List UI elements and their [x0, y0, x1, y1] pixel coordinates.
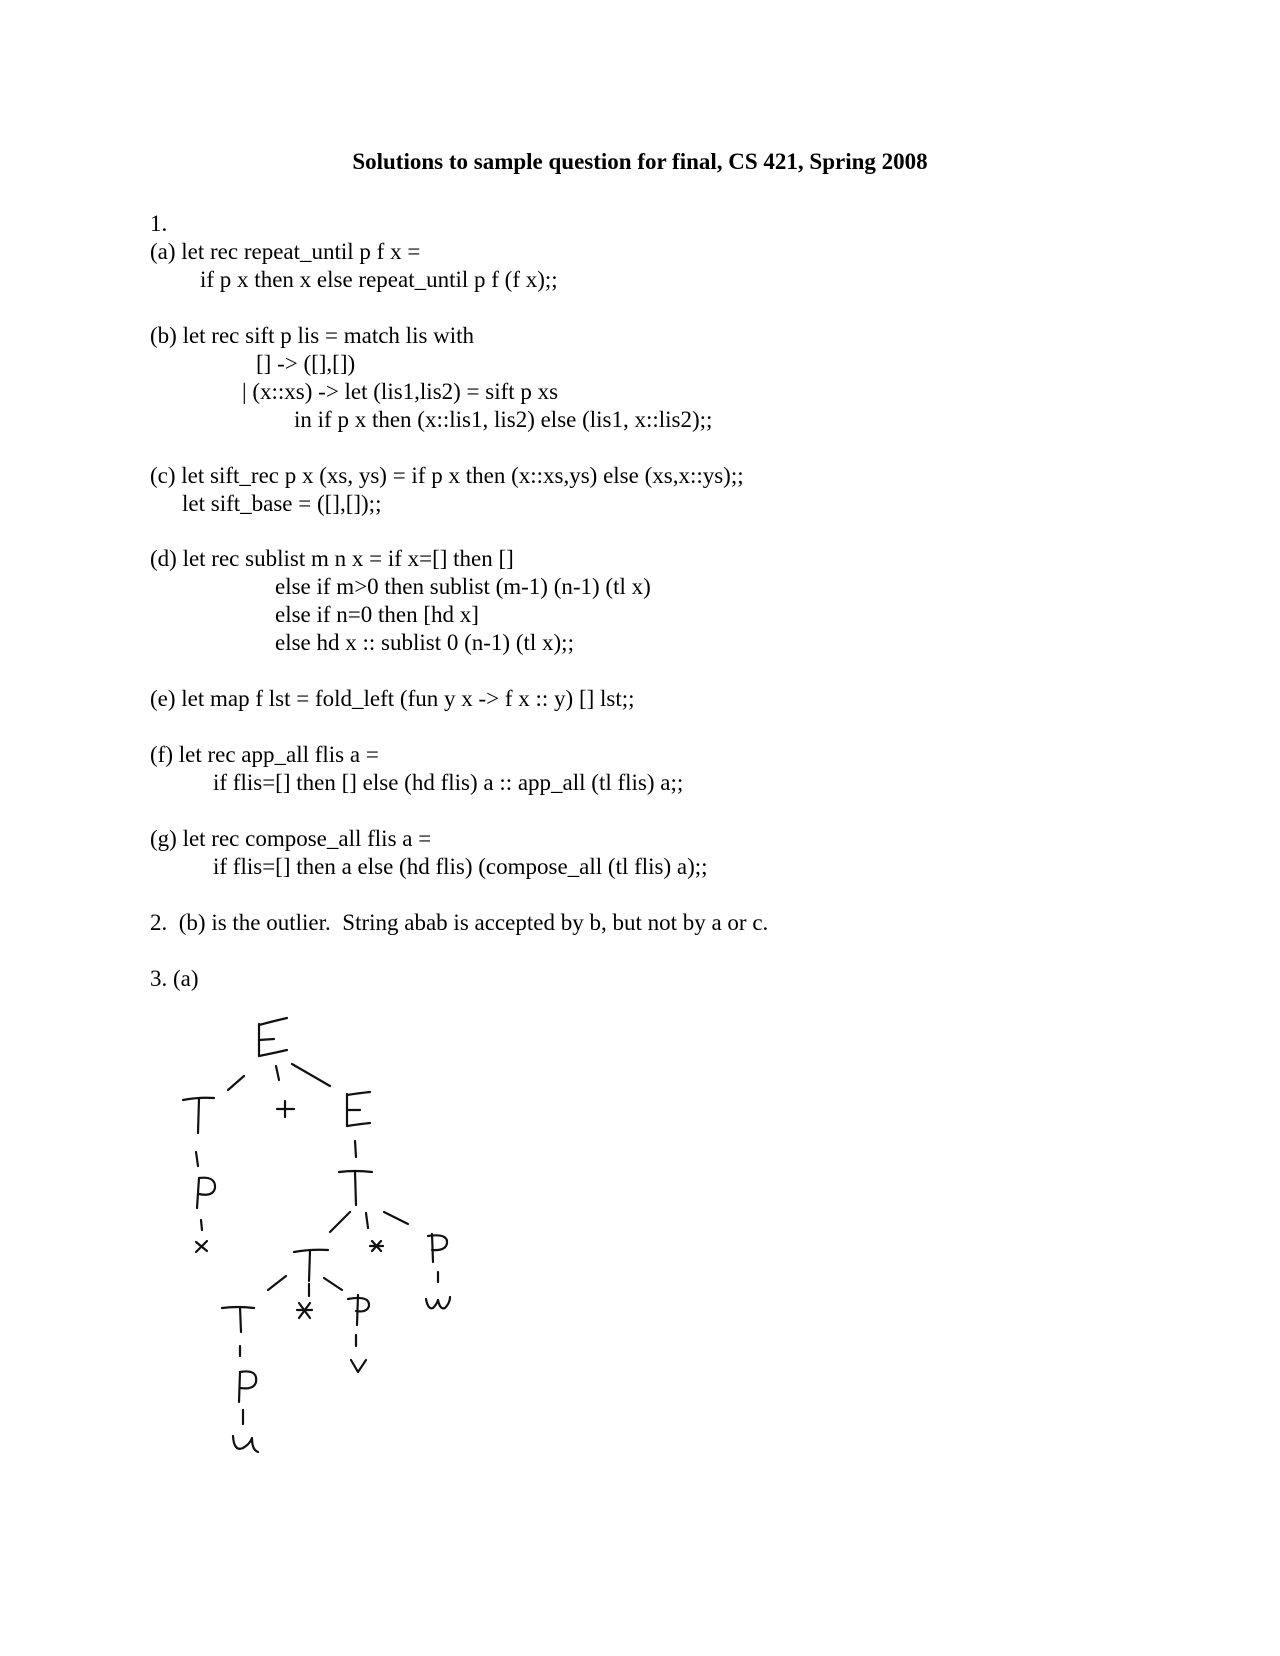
- answer-1a-line-1: (a) let rec repeat_until p f x =: [150, 239, 421, 264]
- tree-edge-e-to-t: [355, 1141, 356, 1157]
- tree-node-star-lower: [297, 1303, 312, 1318]
- answer-1a-line-2: if p x then x else repeat_until p f (f x);;: [200, 267, 558, 292]
- answer-1d-line-1: (d) let rec sublist m n x = if x=[] then []: [150, 546, 514, 571]
- tree-edge-t-mid-to-p: [324, 1278, 342, 1290]
- answer-1d-line-2: else if m>0 then sublist (m-1) (n-1) (tl x): [275, 574, 651, 599]
- answer-1g-line-2: if flis=[] then a else (hd flis) (compose_all (tl flis) a);;: [213, 854, 708, 879]
- tree-node-t-mid: [294, 1250, 328, 1281]
- tree-node-root-e: [259, 1018, 287, 1056]
- tree-edge-root-to-plus: [276, 1066, 279, 1080]
- tree-edge-t-upper-to-p: [384, 1212, 408, 1224]
- answer-1g-line-1: (g) let rec compose_all flis a =: [150, 826, 432, 851]
- tree-edge-t-upper-to-t-mid: [330, 1212, 350, 1232]
- tree-edge-p-to-x: [201, 1220, 202, 1230]
- tree-node-plus: [277, 1101, 294, 1117]
- tree-edge-root-to-t: [228, 1076, 244, 1090]
- answer-1b-line-1: (b) let rec sift p lis = match lis with: [150, 323, 475, 348]
- answer-2: 2. (b) is the outlier. String abab is accepted by b, but not by a or c.: [150, 910, 769, 935]
- question-1-number: 1.: [150, 211, 168, 236]
- tree-node-star-upper: [370, 1241, 383, 1251]
- tree-node-t-upper: [339, 1171, 372, 1205]
- answer-1c-line-1: (c) let sift_rec p x (xs, ys) = if p x then (x::xs,ys) else (xs,x::ys);;: [150, 463, 744, 488]
- answer-1c-line-2: let sift_base = ([],[]);;: [182, 491, 382, 516]
- tree-edge-root-to-e: [292, 1064, 330, 1086]
- answer-1d-line-4: else hd x :: sublist 0 (n-1) (tl x);;: [275, 630, 574, 655]
- tree-edge-t-mid-to-t-low: [268, 1276, 286, 1290]
- answer-1b-line-2: [] -> ([],[]): [256, 351, 356, 376]
- tree-node-right-e: [347, 1092, 370, 1126]
- answer-1f-line-2: if flis=[] then [] else (hd flis) a :: app_all (tl flis) a;;: [213, 770, 684, 795]
- tree-node-x: [196, 1241, 207, 1252]
- answer-1d-line-3: else if n=0 then [hd x]: [275, 602, 479, 627]
- answer-1b-line-4: in if p x then (x::lis1, lis2) else (lis1, x::lis2);;: [294, 407, 713, 432]
- tree-node-u: [233, 1436, 258, 1452]
- tree-node-p-right: [428, 1234, 447, 1262]
- answer-1f-line-1: (f) let rec app_all flis a =: [150, 742, 379, 767]
- tree-node-left-p: [197, 1178, 215, 1208]
- tree-node-v: [351, 1360, 366, 1372]
- answer-1e-line-1: (e) let map f lst = fold_left (fun y x -> f x :: y) [] lst;;: [150, 686, 635, 711]
- tree-edge-t-to-p: [196, 1152, 198, 1166]
- tree-node-w: [426, 1297, 450, 1308]
- answer-1b-line-3: | (x::xs) -> let (lis1,lis2) = sift p xs: [242, 379, 559, 404]
- tree-node-p-mid: [348, 1295, 369, 1325]
- answer-3a-label: 3. (a): [150, 966, 199, 991]
- tree-node-t-low: [222, 1307, 254, 1332]
- tree-node-left-t: [183, 1098, 214, 1133]
- tree-node-p-low: [239, 1371, 256, 1402]
- tree-edge-t-upper-to-star: [366, 1213, 368, 1228]
- page-title: Solutions to sample question for final, CS 421, Spring 2008: [352, 149, 928, 174]
